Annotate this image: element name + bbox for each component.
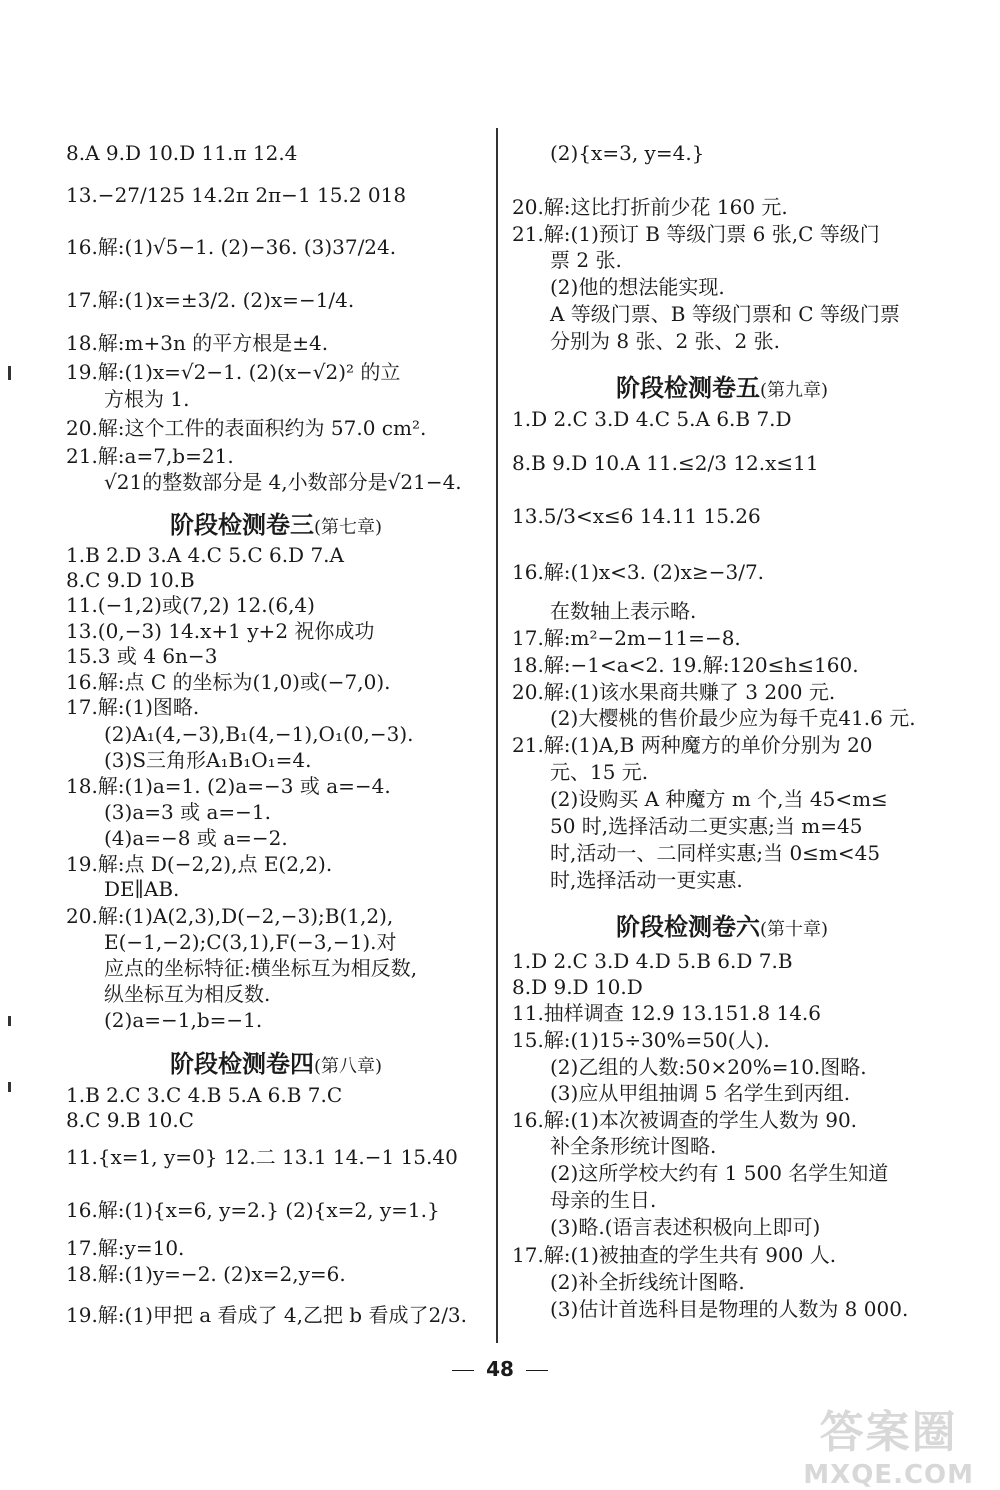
answer-line: (3)S三角形A₁B₁O₁=4. xyxy=(104,748,312,772)
answer-line: 1.D 2.C 3.D 4.C 5.A 6.B 7.D xyxy=(512,407,792,431)
answer-line: 元、15 元. xyxy=(550,760,649,784)
answer-line: 16.解:(1)本次被调查的学生人数为 90. xyxy=(512,1108,858,1132)
answer-line: 17.解:(1)x=±3/2. (2)x=−1/4. xyxy=(66,288,355,312)
scan-mark xyxy=(8,366,11,380)
answer-line: 21.解:(1)预订 B 等级门票 6 张,C 等级门 xyxy=(512,222,880,246)
answer-line: 16.解:(1)√5−1. (2)−36. (3)37/24. xyxy=(66,235,397,259)
answer-line: 应点的坐标特征:横坐标互为相反数, xyxy=(104,956,418,980)
answer-line: 时,选择活动一更实惠. xyxy=(550,868,743,892)
answer-line: (2)a=−1,b=−1. xyxy=(104,1008,263,1032)
answer-line: 21.解:(1)A,B 两种魔方的单价分别为 20 xyxy=(512,733,873,757)
answer-line: 11.{x=1, y=0} 12.二 13.1 14.−1 15.40 xyxy=(66,1145,458,1169)
answer-line: 补全条形统计图略. xyxy=(550,1134,717,1158)
answer-line: (2)大樱桃的售价最少应为每千克41.6 元. xyxy=(550,706,916,730)
answer-line: (2)这所学校大约有 1 500 名学生知道 xyxy=(550,1161,889,1185)
answer-line: 50 时,选择活动二更实惠;当 m=45 xyxy=(550,814,863,838)
answer-line: 13.−27/125 14.2π 2π−1 15.2 018 xyxy=(66,183,407,207)
answer-line: (3)应从甲组抽调 5 名学生到丙组. xyxy=(550,1081,851,1105)
answer-line: 15.解:(1)15÷30%=50(人). xyxy=(512,1028,770,1052)
section-title-4: 阶段检测卷四(第八章) xyxy=(169,1049,383,1078)
column-divider xyxy=(496,128,498,1343)
answer-line: (3)估计首选科目是物理的人数为 8 000. xyxy=(550,1297,909,1321)
answer-line: 8.D 9.D 10.D xyxy=(512,975,643,999)
answer-line: (3)a=3 或 a=−1. xyxy=(104,800,271,824)
answer-line: 20.解:(1)A(2,3),D(−2,−3);B(1,2), xyxy=(66,904,394,928)
answer-line: A 等级门票、B 等级门票和 C 等级门票 xyxy=(550,302,900,326)
page-number: 48 xyxy=(0,1357,1000,1381)
answer-line: 20.解:(1)该水果商共赚了 3 200 元. xyxy=(512,680,836,704)
answer-line: 19.解:点 D(−2,2),点 E(2,2). xyxy=(66,852,333,876)
answer-line: 纵坐标互为相反数. xyxy=(104,982,271,1006)
answer-line: 15.3 或 4 6n−3 xyxy=(66,644,218,668)
answer-line: 在数轴上表示略. xyxy=(550,599,697,623)
answer-line: 13.(0,−3) 14.x+1 y+2 祝你成功 xyxy=(66,619,375,643)
answer-line: 8.C 9.D 10.B xyxy=(66,568,195,592)
answer-line: 19.解:(1)x=√2−1. (2)(x−√2)² 的立 xyxy=(66,360,401,384)
answer-line: 19.解:(1)甲把 a 看成了 4,乙把 b 看成了2/3. xyxy=(66,1303,468,1327)
answer-line: 方根为 1. xyxy=(104,387,190,411)
answer-line: E(−1,−2);C(3,1),F(−3,−1).对 xyxy=(104,930,397,954)
answer-line: 17.解:(1)被抽查的学生共有 900 人. xyxy=(512,1243,837,1267)
answer-line: 20.解:这个工件的表面积约为 57.0 cm². xyxy=(66,416,427,440)
answer-line: 13.5/3<x≤6 14.11 15.26 xyxy=(512,504,761,528)
answer-line: 16.解:(1){x=6, y=2.} (2){x=2, y=1.} xyxy=(66,1198,440,1222)
answer-line: 母亲的生日. xyxy=(550,1188,657,1212)
answer-line: 8.B 9.D 10.A 11.≤2/3 12.x≤11 xyxy=(512,451,819,475)
answer-line: 8.C 9.B 10.C xyxy=(66,1108,194,1132)
answer-line: √21的整数部分是 4,小数部分是√21−4. xyxy=(104,470,462,494)
answer-line: 8.A 9.D 10.D 11.π 12.4 xyxy=(66,141,298,165)
answer-line: (2){x=3, y=4.} xyxy=(550,141,705,165)
answer-line: (2)补全折线统计图略. xyxy=(550,1270,745,1294)
answer-line: 11.抽样调查 12.9 13.151.8 14.6 xyxy=(512,1001,822,1025)
section-title-6: 阶段检测卷六(第十章) xyxy=(615,912,829,941)
answer-line: 16.解:点 C 的坐标为(1,0)或(−7,0). xyxy=(66,670,391,694)
section-title-5: 阶段检测卷五(第九章) xyxy=(615,373,829,402)
answer-line: DE∥AB. xyxy=(104,877,180,901)
answer-line: (4)a=−8 或 a=−2. xyxy=(104,826,288,850)
answer-line: 时,活动一、二同样实惠;当 0≤m<45 xyxy=(550,841,881,865)
answer-line: 20.解:这比打折前少花 160 元. xyxy=(512,195,788,219)
answer-line: 票 2 张. xyxy=(550,248,622,272)
scan-mark xyxy=(8,1082,11,1092)
scan-mark xyxy=(8,1016,11,1026)
watermark: 答案圈 MXQE.COM xyxy=(803,1407,974,1490)
answer-line: 1.B 2.D 3.A 4.C 5.C 6.D 7.A xyxy=(66,543,344,567)
answer-line: 18.解:(1)a=1. (2)a=−3 或 a=−4. xyxy=(66,774,391,798)
answer-line: 18.解:−1<a<2. 19.解:120≤h≤160. xyxy=(512,653,859,677)
section-title-3: 阶段检测卷三(第七章) xyxy=(169,510,383,539)
answer-line: 分别为 8 张、2 张、2 张. xyxy=(550,329,780,353)
answer-line: (2)A₁(4,−3),B₁(4,−1),O₁(0,−3). xyxy=(104,722,414,746)
answer-line: 17.解:y=10. xyxy=(66,1236,185,1260)
answer-line: 1.D 2.C 3.D 4.D 5.B 6.D 7.B xyxy=(512,949,793,973)
answer-line: (2)设购买 A 种魔方 m 个,当 45<m≤ xyxy=(550,787,888,811)
answer-line: 17.解:m²−2m−11=−8. xyxy=(512,626,741,650)
answer-line: (2)他的想法能实现. xyxy=(550,275,725,299)
answer-line: 17.解:(1)图略. xyxy=(66,695,200,719)
answer-line: 11.(−1,2)或(7,2) 12.(6,4) xyxy=(66,593,315,617)
answer-line: (2)乙组的人数:50×20%=10.图略. xyxy=(550,1055,867,1079)
answer-line: 1.B 2.C 3.C 4.B 5.A 6.B 7.C xyxy=(66,1083,343,1107)
answer-line: 16.解:(1)x<3. (2)x≥−3/7. xyxy=(512,560,765,584)
answer-line: 18.解:m+3n 的平方根是±4. xyxy=(66,331,329,355)
answer-line: 18.解:(1)y=−2. (2)x=2,y=6. xyxy=(66,1262,346,1286)
answer-line: 21.解:a=7,b=21. xyxy=(66,444,234,468)
answer-line: (3)略.(语言表述积极向上即可) xyxy=(550,1215,821,1239)
